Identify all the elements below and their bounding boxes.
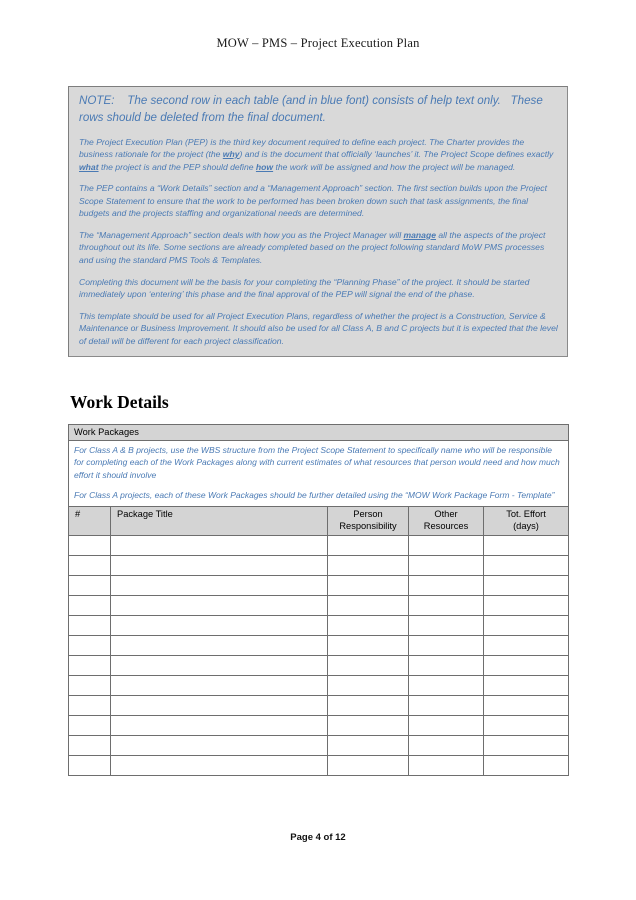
table-cell-r1-c0[interactable] [69, 556, 111, 576]
document-header-title: MOW – PMS – Project Execution Plan [216, 36, 420, 50]
table-help-cell [69, 441, 569, 507]
table-cell-r11-c1[interactable] [111, 756, 328, 776]
table-cell-r4-c3[interactable] [409, 616, 484, 636]
table-cell-r3-c0[interactable] [69, 596, 111, 616]
note-paragraph-pep-intro: The Project Execution Plan (PEP) is the third key document required to define each project. The Charter provides the business rationale for the project (the why) and is the document that officially ‘launches’ it. The Project Scope defines exactly what the project is and the PEP should define how the work will be assigned and how the project will be managed. [79, 136, 554, 172]
column-header-0: # [69, 507, 111, 536]
table-cell-r4-c2[interactable] [328, 616, 409, 636]
help-paragraph-spacer [74, 481, 562, 489]
table-help-text [74, 444, 562, 501]
table-cell-r0-c3[interactable] [409, 536, 484, 556]
table-cell-r0-c4[interactable] [484, 536, 569, 556]
note-paragraph-planning-phase: Completing this document will be the basis for your completing the “Planning Phase” of the project. It should be started immediately upon ‘entering’ this phase and the final approval of the PEP will signal the end of the phase. [79, 276, 530, 300]
table-cell-r10-c3[interactable] [409, 736, 484, 756]
table-row[interactable] [69, 756, 569, 776]
table-cell-r6-c1[interactable] [111, 656, 328, 676]
table-cell-r3-c2[interactable] [328, 596, 409, 616]
document-footer: Page 4 of 12 [290, 832, 346, 843]
column-header-4: Tot. Effort (days) [484, 507, 569, 536]
table-help-row [69, 441, 569, 507]
table-row[interactable] [69, 736, 569, 756]
table-cell-r11-c0[interactable] [69, 756, 111, 776]
table-cell-r2-c1[interactable] [111, 576, 328, 596]
table-cell-r1-c3[interactable] [409, 556, 484, 576]
table-cell-r5-c1[interactable] [111, 636, 328, 656]
note-lead-text: NOTE: The second row in each table (and in blue font) consists of help text only. These rows should be deleted from the final document. [79, 94, 547, 124]
table-cell-r6-c4[interactable] [484, 656, 569, 676]
table-row[interactable] [69, 716, 569, 736]
table-row[interactable] [69, 576, 569, 596]
table-cell-r6-c0[interactable] [69, 656, 111, 676]
table-cell-r10-c4[interactable] [484, 736, 569, 756]
table-cell-r0-c2[interactable] [328, 536, 409, 556]
table-cell-r4-c1[interactable] [111, 616, 328, 636]
table-cell-r5-c0[interactable] [69, 636, 111, 656]
table-cell-r8-c4[interactable] [484, 696, 569, 716]
table-cell-r0-c1[interactable] [111, 536, 328, 556]
table-row[interactable] [69, 696, 569, 716]
emphasised-term: manage [403, 229, 436, 240]
table-row[interactable] [69, 656, 569, 676]
table-row[interactable] [69, 676, 569, 696]
table-title-cell: Work Packages [69, 425, 569, 441]
table-cell-r4-c4[interactable] [484, 616, 569, 636]
table-cell-r8-c0[interactable] [69, 696, 111, 716]
table-cell-r6-c2[interactable] [328, 656, 409, 676]
table-cell-r8-c3[interactable] [409, 696, 484, 716]
table-cell-r4-c0[interactable] [69, 616, 111, 636]
note-paragraph-template-usage: This template should be used for all Project Execution Plans, regardless of whether the project is a Construction, Service & Maintenance or Business Improvement. It should also be used for all Class A, B and C projects but it is expected that the level of detail will be different for each project classification. [79, 310, 558, 346]
column-header-3: Other Resources [409, 507, 484, 536]
table-cell-r9-c0[interactable] [69, 716, 111, 736]
help-note-box [68, 86, 568, 357]
table-cell-r7-c2[interactable] [328, 676, 409, 696]
table-cell-r3-c3[interactable] [409, 596, 484, 616]
column-header-1: Package Title [111, 507, 328, 536]
table-cell-r2-c3[interactable] [409, 576, 484, 596]
note-paragraph-pep-sections: The PEP contains a “Work Details” section and a “Management Approach” section. The first section builds upon the Project Scope Statement to ensure that the work to be performed has been broken down such that task assignments, the final budgets and the projects staffing and organizational needs are determined. [79, 183, 547, 219]
table-cell-r1-c1[interactable] [111, 556, 328, 576]
table-cell-r10-c1[interactable] [111, 736, 328, 756]
table-cell-r7-c4[interactable] [484, 676, 569, 696]
table-cell-r5-c3[interactable] [409, 636, 484, 656]
table-cell-r7-c0[interactable] [69, 676, 111, 696]
help-paragraph: For Class A projects, each of these Work Packages should be further detailed using the “MOW Work Package Form - Template” [74, 489, 555, 500]
note-paragraph-list [79, 136, 559, 348]
emphasised-term: why [222, 149, 240, 160]
table-cell-r10-c0[interactable] [69, 736, 111, 756]
table-cell-r2-c4[interactable] [484, 576, 569, 596]
table-cell-r2-c2[interactable] [328, 576, 409, 596]
table-cell-r9-c2[interactable] [328, 716, 409, 736]
table-body [69, 536, 569, 776]
table-cell-r9-c3[interactable] [409, 716, 484, 736]
table-cell-r7-c3[interactable] [409, 676, 484, 696]
table-cell-r3-c4[interactable] [484, 596, 569, 616]
table-cell-r8-c1[interactable] [111, 696, 328, 716]
column-header-2: Person Responsibility [328, 507, 409, 536]
table-cell-r11-c2[interactable] [328, 756, 409, 776]
table-cell-r2-c0[interactable] [69, 576, 111, 596]
table-cell-r9-c4[interactable] [484, 716, 569, 736]
table-cell-r0-c0[interactable] [69, 536, 111, 556]
table-cell-r11-c3[interactable] [409, 756, 484, 776]
table-cell-r5-c2[interactable] [328, 636, 409, 656]
table-row[interactable] [69, 616, 569, 636]
help-paragraph: For Class A & B projects, use the WBS structure from the Project Scope Statement to specifically name who will be responsible for completing each of the Work Packages along with current estimates of what resources that person would need and how much effort it should involve [74, 445, 560, 480]
table-cell-r1-c4[interactable] [484, 556, 569, 576]
table-cell-r6-c3[interactable] [409, 656, 484, 676]
table-cell-r7-c1[interactable] [111, 676, 328, 696]
table-row[interactable] [69, 636, 569, 656]
table-column-header-row [69, 507, 569, 536]
table-title-row [69, 425, 569, 441]
table-cell-r8-c2[interactable] [328, 696, 409, 716]
table-cell-r9-c1[interactable] [111, 716, 328, 736]
table-row[interactable] [69, 556, 569, 576]
table-cell-r10-c2[interactable] [328, 736, 409, 756]
page-title: Work Details [70, 392, 169, 412]
emphasised-term: how [255, 161, 274, 172]
note-paragraph-management-approach: The “Management Approach” section deals with how you as the Project Manager will manage all the aspects of the project throughout out its life. Some sections are already completed based on the project following standard MoW PMS processes and using the standard PMS Tools & Templates. [79, 229, 546, 265]
table-row[interactable] [69, 596, 569, 616]
table-cell-r11-c4[interactable] [484, 756, 569, 776]
emphasised-term: what [79, 161, 99, 172]
table-cell-r5-c4[interactable] [484, 636, 569, 656]
table-cell-r3-c1[interactable] [111, 596, 328, 616]
table-cell-r1-c2[interactable] [328, 556, 409, 576]
work-packages-table [68, 424, 569, 776]
table-row[interactable] [69, 536, 569, 556]
